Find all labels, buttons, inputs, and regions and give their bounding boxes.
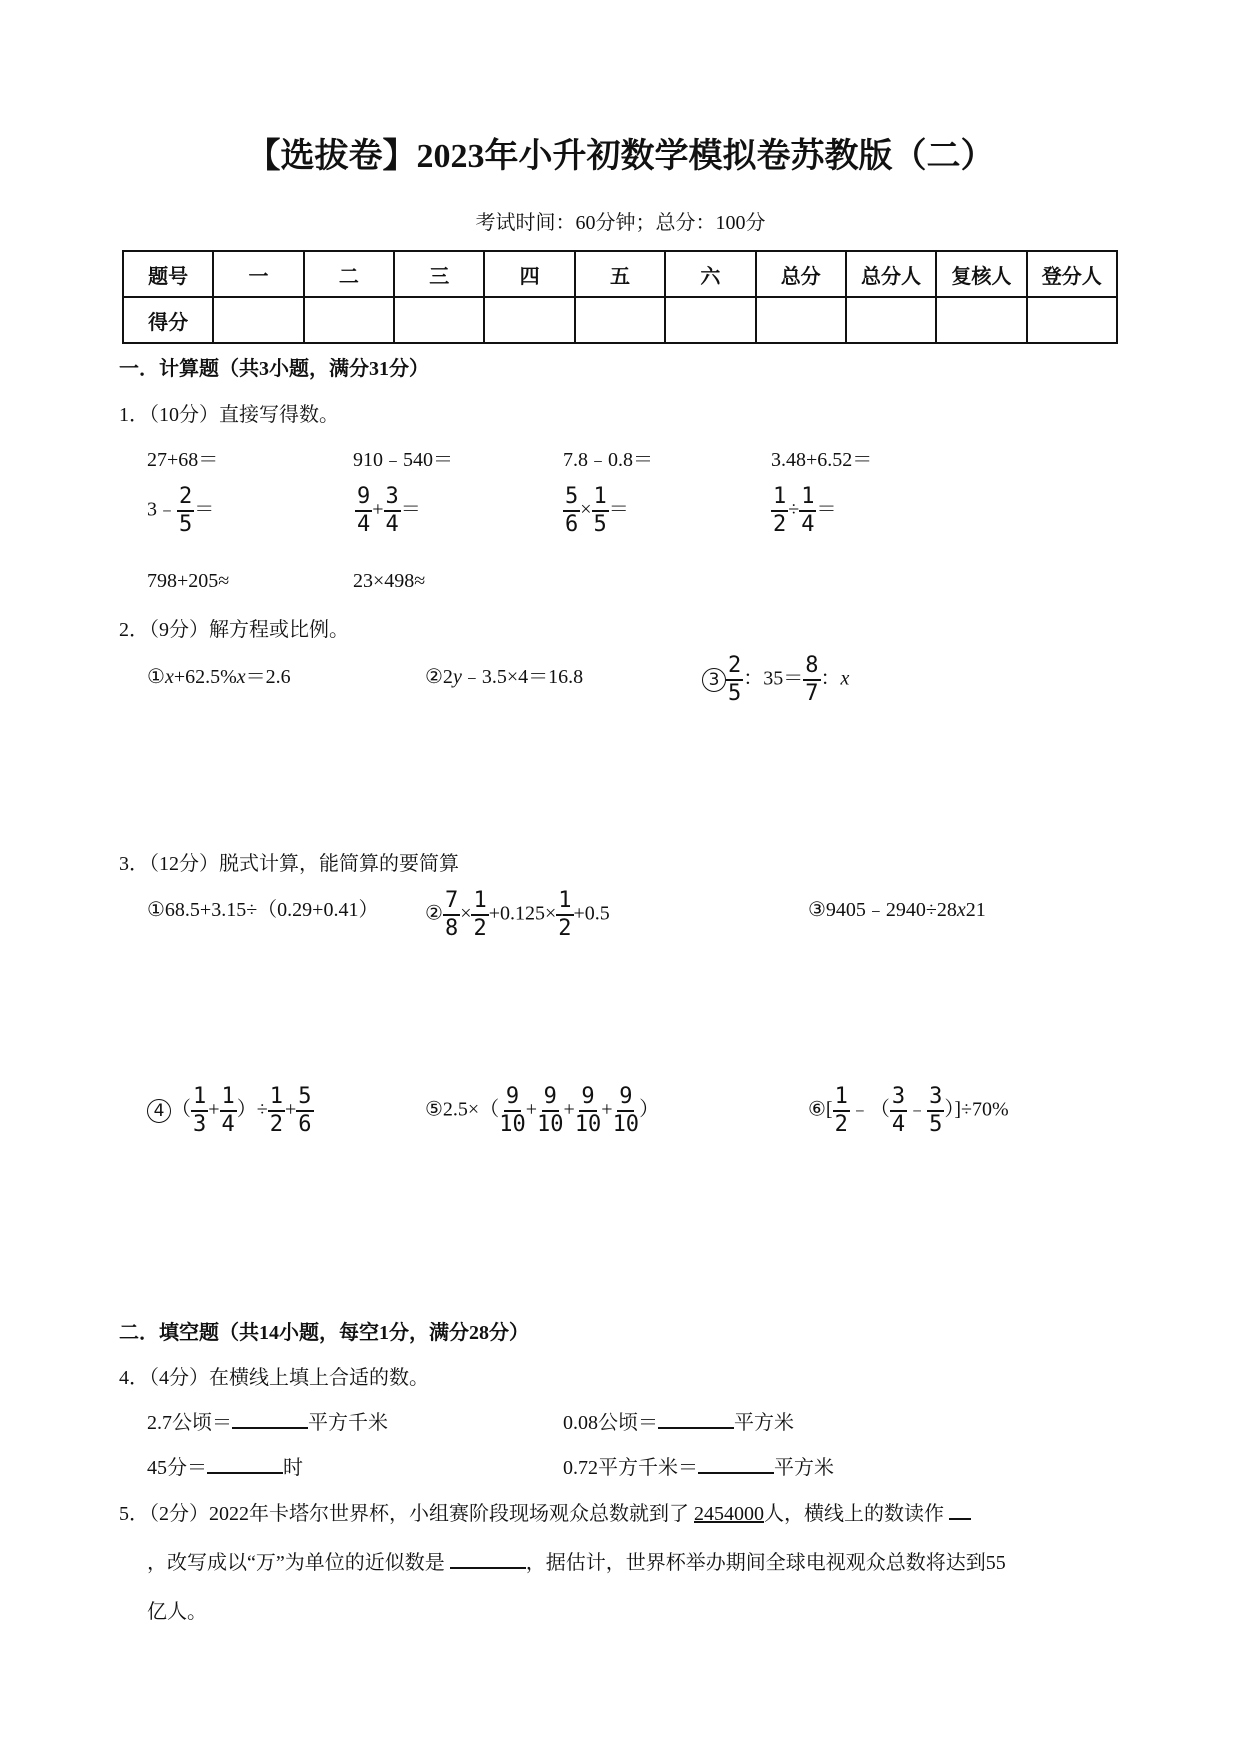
denominator: 4 xyxy=(891,1112,906,1137)
expr-text: ＝ xyxy=(816,498,837,521)
denominator: 2 xyxy=(558,916,572,941)
expr-text: ②2 xyxy=(425,666,453,688)
fraction xyxy=(296,1086,313,1136)
fraction xyxy=(613,1086,640,1136)
numerator: 1 xyxy=(771,486,788,512)
numerator: 1 xyxy=(592,486,609,512)
underlined-number: 2454000 xyxy=(694,1503,764,1525)
score-cell: 二 xyxy=(304,251,394,297)
expr-1j: 23×498≈ xyxy=(353,570,426,592)
expr-text: ﹣3.5×4＝16.8 xyxy=(461,666,584,688)
numerator: 1 xyxy=(556,890,573,916)
numerator: 2 xyxy=(726,655,743,681)
fraction xyxy=(927,1086,944,1136)
section-heading-2: 二．填空题（共14小题，每空1分，满分28分） xyxy=(119,1322,529,1344)
score-cell: 总分人 xyxy=(846,251,936,297)
operator: + xyxy=(525,1098,537,1121)
score-table-score-row xyxy=(123,297,1117,343)
score-empty-cell[interactable] xyxy=(394,297,484,343)
operator: + xyxy=(372,498,384,521)
numerator: 1 xyxy=(471,890,488,916)
question-1-label: 1．（10分）直接写得数。 xyxy=(119,404,339,426)
section-heading-1: 一．计算题（共3小题，满分31分） xyxy=(119,358,429,380)
operator: ÷ xyxy=(788,498,800,521)
fraction xyxy=(592,486,609,536)
variable: x xyxy=(956,899,966,921)
numerator: 1 xyxy=(268,1086,285,1112)
expr-text: 0.08公顷＝ xyxy=(563,1412,658,1434)
expr-text: ：35＝ xyxy=(743,667,804,690)
expr-text: ② xyxy=(425,902,443,925)
numerator: 1 xyxy=(220,1086,237,1112)
fraction xyxy=(726,655,743,705)
calc-3f xyxy=(808,1086,1009,1136)
denominator: 6 xyxy=(565,512,579,537)
score-cell: 一 xyxy=(213,251,303,297)
expr-text: ）]÷70% xyxy=(944,1098,1009,1121)
denominator: 4 xyxy=(801,512,815,537)
equation-2a xyxy=(147,660,291,689)
variable: x xyxy=(236,666,246,688)
score-empty-cell[interactable] xyxy=(213,297,303,343)
score-cell: 登分人 xyxy=(1027,251,1117,297)
score-empty-cell[interactable] xyxy=(575,297,665,343)
circled-number: 4 xyxy=(147,1099,171,1123)
numerator: 8 xyxy=(803,655,820,681)
denominator: 6 xyxy=(298,1112,312,1137)
fraction xyxy=(355,486,372,536)
fraction xyxy=(556,890,573,940)
denominator: 10 xyxy=(537,1112,564,1137)
denominator: 5 xyxy=(929,1112,943,1137)
score-cell: 复核人 xyxy=(936,251,1026,297)
numerator: 9 xyxy=(355,486,372,512)
fraction xyxy=(499,1086,526,1136)
calc-3e xyxy=(425,1086,659,1136)
denominator: 4 xyxy=(221,1112,235,1137)
answer-blank[interactable] xyxy=(450,1549,526,1569)
expr-text: ⑥[ xyxy=(808,1098,833,1121)
expr-text: 21 xyxy=(965,899,986,921)
question-text: ，改写成以“万”为单位的近似数是 xyxy=(147,1552,445,1574)
expr-1c: 7.8﹣0.8＝ xyxy=(563,449,653,471)
variable: x xyxy=(840,667,850,690)
expr-text: ① xyxy=(147,666,165,688)
score-empty-cell[interactable] xyxy=(484,297,574,343)
fill-4d xyxy=(563,1451,834,1480)
numerator: 1 xyxy=(799,486,816,512)
expr-1i: 798+205≈ xyxy=(147,570,230,592)
denominator: 5 xyxy=(179,512,193,537)
score-cell: 总分 xyxy=(756,251,846,297)
fill-4b xyxy=(563,1406,794,1435)
denominator: 5 xyxy=(728,681,742,706)
fraction xyxy=(537,1086,564,1136)
denominator: 2 xyxy=(269,1112,284,1137)
numerator: 5 xyxy=(563,486,580,512)
question-5-line-1 xyxy=(119,1497,971,1526)
denominator: 2 xyxy=(834,1112,848,1137)
numerator: 3 xyxy=(890,1086,907,1112)
numerator: 2 xyxy=(177,486,194,512)
fraction xyxy=(563,486,580,536)
question-2-label: 2．（9分）解方程或比例。 xyxy=(119,619,349,641)
expr-text: ： xyxy=(820,667,841,690)
exam-info: 考试时间：60分钟；总分：100分 xyxy=(475,212,766,234)
numerator: 7 xyxy=(443,890,460,916)
fraction xyxy=(833,1086,850,1136)
fraction xyxy=(191,1086,208,1136)
score-empty-cell[interactable] xyxy=(304,297,394,343)
expr-text: ＝ xyxy=(608,498,629,521)
expr-text: ⑤2.5×（ xyxy=(425,1098,500,1121)
denominator: 3 xyxy=(193,1112,207,1137)
numerator: 9 xyxy=(542,1086,559,1112)
calc-3c xyxy=(808,893,986,922)
score-label-cell: 得分 xyxy=(123,297,213,343)
question-5-line-3: 亿人。 xyxy=(147,1601,207,1623)
question-text: ，据估计，世界杯举办期间全球电视观众总数将达到55 xyxy=(525,1552,1006,1574)
denominator: 5 xyxy=(593,512,607,537)
expr-text: （ xyxy=(171,1098,191,1121)
score-cell: 五 xyxy=(575,251,665,297)
question-text: 5．（2分）2022年卡塔尔世界杯，小组赛阶段现场观众总数就到了 xyxy=(119,1503,689,1525)
score-empty-cell[interactable] xyxy=(1027,297,1117,343)
denominator: 2 xyxy=(773,512,787,537)
denominator: 10 xyxy=(574,1112,602,1137)
variable: x xyxy=(164,666,174,688)
expr-text: ）÷ xyxy=(236,1098,268,1121)
operator: + xyxy=(563,1098,575,1121)
numerator: 3 xyxy=(384,486,401,512)
question-3-label: 3．（12分）脱式计算，能简算的要简算 xyxy=(119,853,459,875)
denominator: 4 xyxy=(385,512,399,537)
fill-4c xyxy=(147,1451,303,1480)
equation-2c xyxy=(702,655,849,705)
expr-1h xyxy=(771,486,836,536)
expr-text: 2.7公顷＝ xyxy=(147,1412,232,1434)
score-empty-cell[interactable] xyxy=(936,297,1026,343)
answer-blank[interactable] xyxy=(207,1454,283,1474)
expr-text: ＝2.6 xyxy=(245,666,291,688)
answer-blank[interactable] xyxy=(949,1500,971,1520)
operator: + xyxy=(208,1098,220,1121)
fraction xyxy=(268,1086,285,1136)
fraction xyxy=(890,1086,907,1136)
answer-blank[interactable] xyxy=(658,1409,734,1429)
fraction xyxy=(803,655,820,705)
expr-1g xyxy=(563,486,629,536)
expr-text: ） xyxy=(639,1098,660,1121)
expr-text: ﹣（ xyxy=(849,1098,890,1121)
expr-text: 平方米 xyxy=(774,1457,834,1479)
score-cell: 三 xyxy=(394,251,484,297)
fraction xyxy=(220,1086,237,1136)
circled-number: 3 xyxy=(702,668,726,692)
score-empty-cell[interactable] xyxy=(756,297,846,343)
expr-text: +0.125× xyxy=(488,902,557,925)
page-title: 【选拔卷】2023年小升初数学模拟卷苏教版（二） xyxy=(246,138,995,175)
expr-1e xyxy=(147,486,214,536)
numerator: 9 xyxy=(579,1086,596,1112)
fraction xyxy=(384,486,401,536)
numerator: 1 xyxy=(833,1086,850,1112)
expr-1b: 910﹣540＝ xyxy=(353,449,453,471)
calc-3b xyxy=(425,890,610,940)
expr-text: 平方千米 xyxy=(308,1412,388,1434)
score-table-header-row xyxy=(123,251,1117,297)
numerator: 9 xyxy=(617,1086,634,1112)
score-cell: 四 xyxy=(484,251,574,297)
numerator: 5 xyxy=(296,1086,313,1112)
operator: × xyxy=(580,498,592,521)
operator: ﹣ xyxy=(907,1098,928,1121)
operator: + xyxy=(601,1098,613,1121)
score-table xyxy=(122,250,1118,344)
fraction xyxy=(471,890,488,940)
fraction xyxy=(443,890,460,940)
fill-4a xyxy=(147,1406,388,1435)
fraction xyxy=(177,486,194,536)
calc-3d xyxy=(147,1086,314,1136)
denominator: 10 xyxy=(499,1112,526,1137)
score-cell: 题号 xyxy=(123,251,213,297)
operator: × xyxy=(460,902,472,925)
expr-text: ＝ xyxy=(400,498,421,521)
expr-text: 45分＝ xyxy=(147,1457,207,1479)
numerator: 1 xyxy=(191,1086,208,1112)
expr-text: 时 xyxy=(283,1457,303,1479)
numerator: 3 xyxy=(927,1086,944,1112)
question-5-line-2 xyxy=(147,1546,1006,1575)
expr-text: 0.72平方千米＝ xyxy=(563,1457,698,1479)
denominator: 7 xyxy=(805,681,819,706)
expr-text: 平方米 xyxy=(734,1412,794,1434)
expr-text: ③9405﹣2940÷28 xyxy=(808,899,957,921)
fraction xyxy=(771,486,788,536)
numerator: 9 xyxy=(504,1086,521,1112)
denominator: 10 xyxy=(612,1112,640,1137)
denominator: 2 xyxy=(473,916,487,941)
score-empty-cell[interactable] xyxy=(846,297,936,343)
expr-1a: 27+68＝ xyxy=(147,449,219,471)
variable: y xyxy=(452,666,462,688)
expr-text: +62.5% xyxy=(173,666,237,688)
expr-text: ＝ xyxy=(194,498,215,521)
answer-blank[interactable] xyxy=(232,1409,308,1429)
question-4-label: 4．（4分）在横线上填上合适的数。 xyxy=(119,1367,429,1389)
score-cell: 六 xyxy=(665,251,755,297)
operator: + xyxy=(285,1098,297,1121)
calc-3a: ①68.5+3.15÷（0.29+0.41） xyxy=(147,899,379,921)
denominator: 8 xyxy=(444,916,459,941)
expr-text: 3﹣ xyxy=(147,498,177,521)
score-empty-cell[interactable] xyxy=(665,297,755,343)
equation-2b xyxy=(425,660,583,689)
denominator: 4 xyxy=(357,512,371,537)
expr-text: +0.5 xyxy=(573,902,610,925)
question-text: 人，横线上的数读作 xyxy=(764,1503,944,1525)
expr-1f xyxy=(355,486,421,536)
answer-blank[interactable] xyxy=(698,1454,774,1474)
fraction xyxy=(799,486,816,536)
fraction xyxy=(575,1086,602,1136)
expr-1d: 3.48+6.52＝ xyxy=(771,449,873,471)
